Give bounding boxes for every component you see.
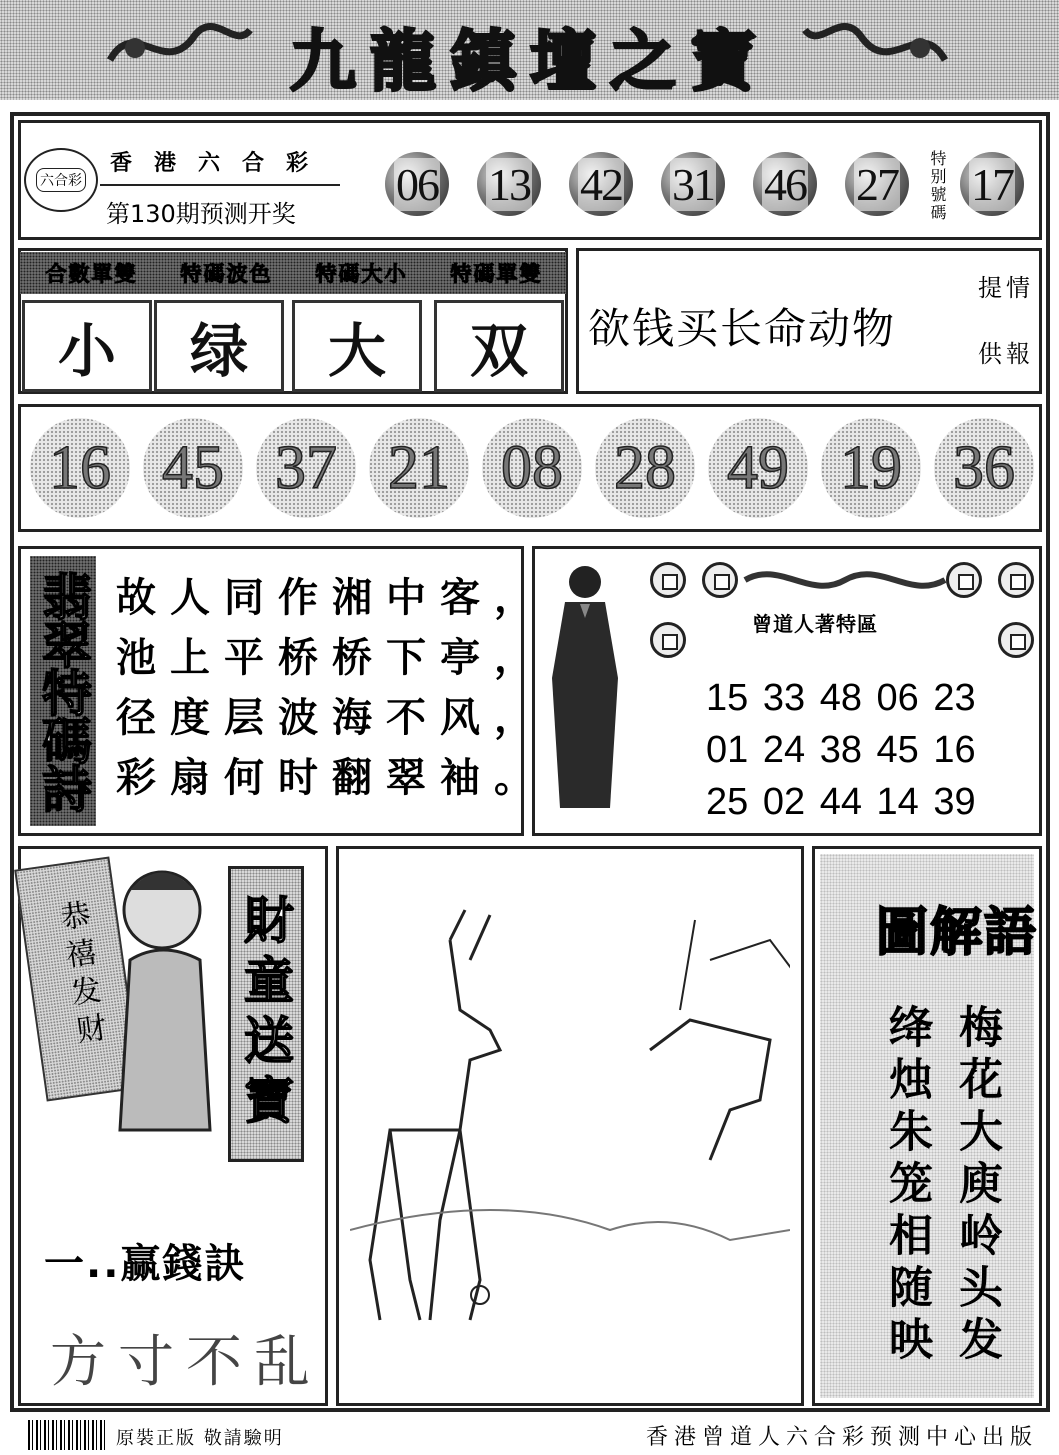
riddle-side-label: 供報 [978, 340, 1034, 368]
coin-icon [702, 562, 738, 598]
lottery-name: 香港六合彩 [110, 151, 331, 176]
poem-line: 彩扇何时翻翠袖。 [116, 755, 548, 801]
attr-header: 合數單雙 [45, 262, 138, 286]
attr-value: 小 [22, 300, 152, 392]
donkey-illustration [350, 900, 790, 1350]
boy-scroll-text: 恭禧发财 [52, 898, 109, 1054]
poem-lines [116, 568, 548, 808]
master-row: 15 33 48 06 23 [706, 677, 976, 719]
lucky-number: 49 [708, 418, 808, 518]
coin-icon [998, 622, 1034, 658]
draw-ball: 46 [753, 152, 817, 216]
decode-col-left: 绛烛朱笼相随映 [881, 1004, 932, 1368]
special-ball: 17 [960, 152, 1024, 216]
attr-value: 双 [434, 300, 564, 392]
footer-left: 原裝正版 敬請驗明 [116, 1428, 284, 1449]
coin-icon [946, 562, 982, 598]
lottery-name-rule [100, 184, 340, 186]
barcode [28, 1420, 108, 1450]
draw-ball: 42 [569, 152, 633, 216]
lottery-logo-text: 六合彩 [36, 168, 86, 192]
attr-value: 大 [292, 300, 422, 392]
lucky-number: 37 [256, 418, 356, 518]
attr-header: 特碼波色 [180, 262, 273, 286]
riddle-side-label: 提情 [978, 274, 1034, 302]
boy-image [110, 860, 220, 1160]
draw-ball: 13 [477, 152, 541, 216]
page-title: 九龍鎮壇之寶 [290, 23, 770, 100]
poem-line: 故人同作湘中客， [116, 575, 548, 621]
footer-right: 香港曾道人六合彩预测中心出版 [646, 1425, 1039, 1450]
draw-ball: 31 [661, 152, 725, 216]
master-numbers [706, 672, 976, 828]
lucky-number: 21 [369, 418, 469, 518]
special-label: 特别號碼 [928, 150, 947, 222]
lucky-number: 28 [595, 418, 695, 518]
attr-value: 绿 [154, 300, 284, 392]
ribbon-decoration [740, 560, 950, 600]
issue-text: 第130期预测开奖 [106, 200, 296, 228]
lucky-number: 45 [143, 418, 243, 518]
coin-icon [650, 562, 686, 598]
win-phrase: 方寸不乱 [50, 1330, 322, 1395]
dragon-right-icon [800, 10, 950, 90]
master-row: 25 02 44 14 39 [706, 781, 976, 823]
coin-icon [998, 562, 1034, 598]
master-figure-image [540, 558, 630, 810]
attributes-headers [24, 258, 564, 288]
win-label: 一..赢錢訣 [44, 1241, 247, 1287]
master-row: 01 24 38 45 16 [706, 729, 976, 771]
master-title: 曾道人著特區 [752, 612, 878, 636]
decode-col-right: 梅花大庾岭头发 [951, 1004, 1002, 1368]
poem-side-title: 翡翠特碼詩 [30, 556, 96, 826]
lottery-logo [24, 148, 98, 212]
dragon-left-icon [105, 10, 255, 90]
coin-icon [650, 622, 686, 658]
lucky-number: 19 [821, 418, 921, 518]
poem-line: 径度层波海不风， [116, 695, 548, 741]
riddle-text: 欲钱买长命动物 [588, 304, 897, 353]
draw-ball: 06 [385, 152, 449, 216]
boy-vertical-title: 財童送寶 [228, 866, 304, 1162]
decode-title: 圖解語 [876, 903, 1039, 963]
attr-header: 特碼單雙 [450, 262, 543, 286]
lucky-number: 08 [482, 418, 582, 518]
lucky-number: 36 [934, 418, 1034, 518]
draw-ball: 27 [845, 152, 909, 216]
lucky-number: 16 [30, 418, 130, 518]
attr-header: 特碼大小 [315, 262, 408, 286]
poem-line: 池上平桥桥下亭， [116, 635, 548, 681]
